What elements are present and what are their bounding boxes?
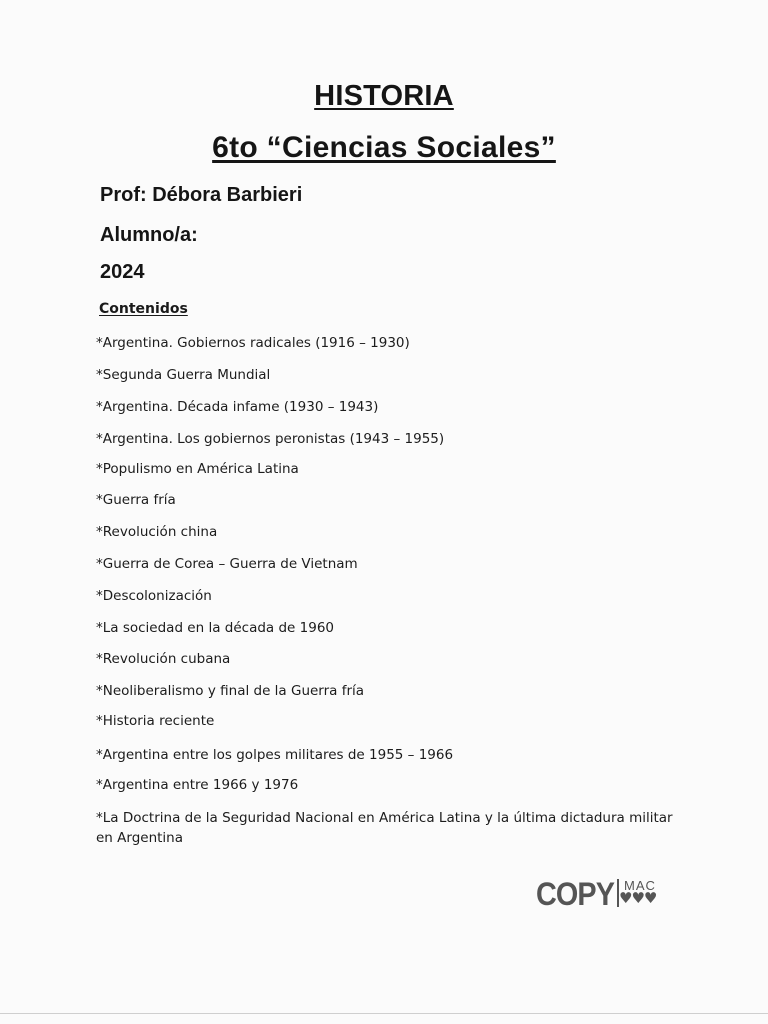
- school-year: 2024: [100, 261, 145, 283]
- contents-item: *Historia reciente: [96, 713, 215, 729]
- contents-item: *Argentina. Década infame (1930 – 1943): [96, 399, 379, 415]
- contents-item: *Revolución china: [96, 524, 218, 540]
- contents-item: *Argentina entre los golpes militares de 1955 – 1966: [96, 747, 454, 763]
- contents-item: *Guerra de Corea – Guerra de Vietnam: [96, 556, 358, 572]
- contents-item: *Neoliberalismo y final de la Guerra fría: [96, 683, 365, 699]
- contents-item: *La Doctrina de la Seguridad Nacional en América Latina y la última dictadura militar en Argentina: [96, 810, 673, 846]
- contents-item: *Populismo en América Latina: [96, 461, 299, 477]
- contents-item: *Guerra fría: [96, 492, 176, 508]
- contents-item: *Revolución cubana: [96, 651, 231, 667]
- copymac-stamp: [536, 874, 676, 914]
- course-title: 6to “Ciencias Sociales”: [212, 131, 556, 164]
- stamp-copy-text: COPY: [536, 876, 615, 912]
- student-label: Alumno/a:: [100, 224, 198, 246]
- professor-name: Prof: Débora Barbieri: [100, 184, 303, 206]
- contents-item: *Argentina. Los gobiernos peronistas (1943 – 1955): [96, 431, 445, 447]
- document-title: HISTORIA: [314, 80, 454, 112]
- contents-item: *Argentina entre 1966 y 1976: [96, 777, 299, 793]
- heart-icon: ♥♥♥: [619, 889, 657, 907]
- contents-item: *Segunda Guerra Mundial: [96, 367, 271, 383]
- contents-item: *Argentina. Gobiernos radicales (1916 – 1930): [96, 335, 410, 351]
- contents-item: *Descolonización: [96, 588, 212, 604]
- stamp-mac-text: MAC: [624, 878, 656, 893]
- contents-item: *La sociedad en la década de 1960: [96, 620, 335, 636]
- contents-heading: Contenidos: [99, 301, 188, 317]
- scan-edge-line: [0, 1013, 768, 1014]
